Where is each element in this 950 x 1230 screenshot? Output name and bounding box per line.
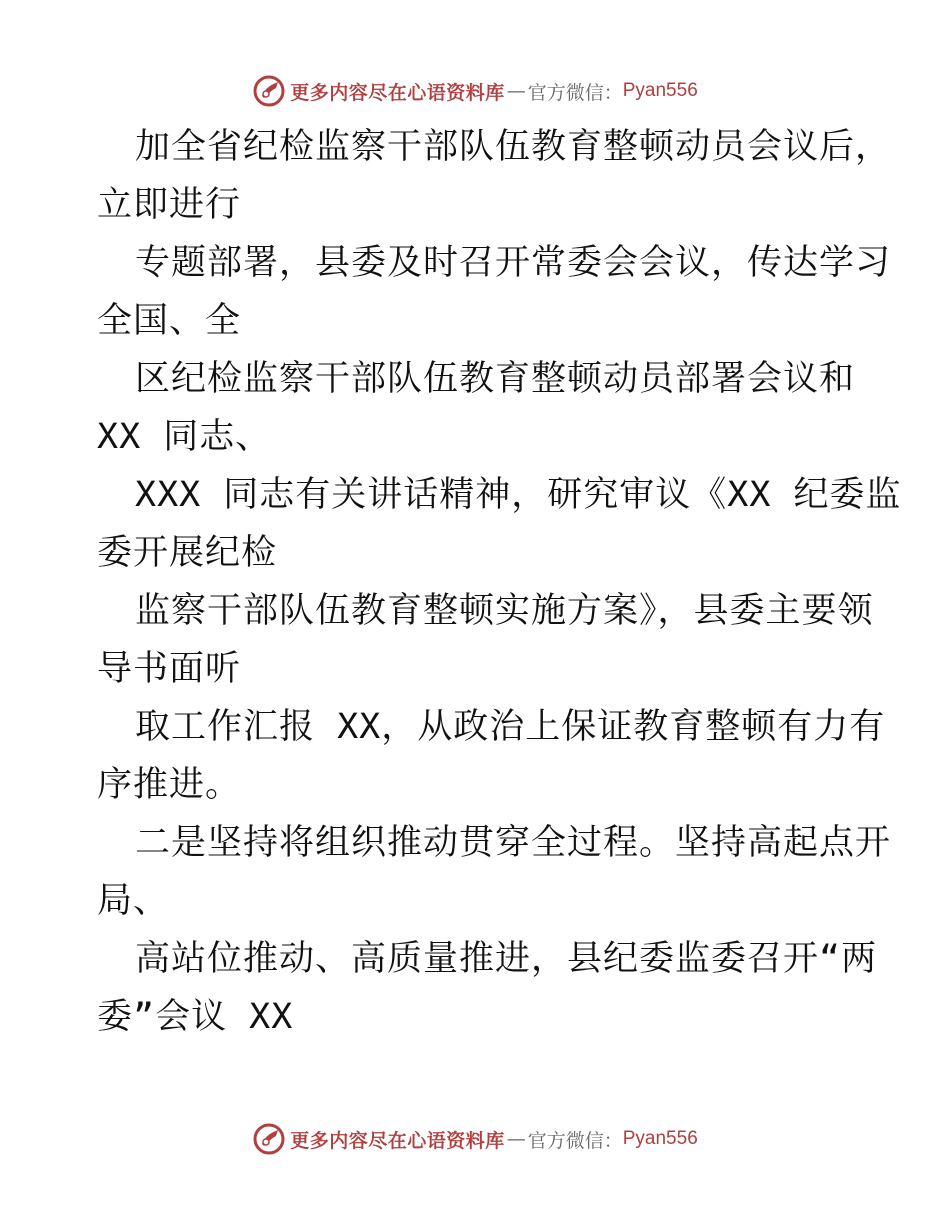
header-contact-id: Pyan556 (622, 80, 698, 101)
footer-contact-label: 官方微信： (527, 1129, 623, 1152)
body-line: 委开展纪检 (97, 533, 278, 573)
body-line: 取工作汇报 XX，从政治上保证教育整顿有力有 (135, 707, 886, 747)
body-line: 加全省纪检监察干部队伍教育整顿动员会议后， (135, 127, 892, 167)
footer-watermark (0, 1119, 950, 1159)
body-line: 委”会议 XX (97, 997, 294, 1037)
body-line: 局、 (97, 881, 170, 921)
document-body (97, 118, 902, 1046)
body-line: 导书面听 (97, 649, 242, 689)
footer-contact-id: Pyan556 (622, 1128, 698, 1149)
footer-site-text: 更多内容尽在心语资料库 (290, 1129, 505, 1152)
body-line: 高站位推动、高质量推进，县纪委监委召开“两 (135, 939, 878, 979)
body-line: 全国、全 (97, 301, 242, 341)
header-contact-label: 官方微信： (527, 81, 623, 104)
logo-icon (252, 1122, 286, 1156)
body-line: XX 同志、 (97, 417, 272, 457)
body-line: 立即进行 (97, 185, 242, 225)
body-line: 区纪检监察干部队伍教育整顿动员部署会议和 (135, 359, 856, 399)
header-watermark (0, 71, 950, 111)
body-line: 序推进。 (97, 765, 242, 805)
header-separator: — (506, 80, 526, 102)
footer-separator: — (506, 1128, 526, 1150)
body-line: 二是坚持将组织推动贯穿全过程。坚持高起点开 (135, 823, 892, 863)
body-line: 专题部署，县委及时召开常委会会议，传达学习 (135, 243, 892, 283)
header-site-text: 更多内容尽在心语资料库 (290, 81, 505, 104)
logo-icon (252, 74, 286, 108)
body-line: XXX 同志有关讲话精神，研究审议《XX 纪委监 (135, 475, 902, 515)
body-line: 监察干部队伍教育整顿实施方案》，县委主要领 (135, 591, 874, 631)
